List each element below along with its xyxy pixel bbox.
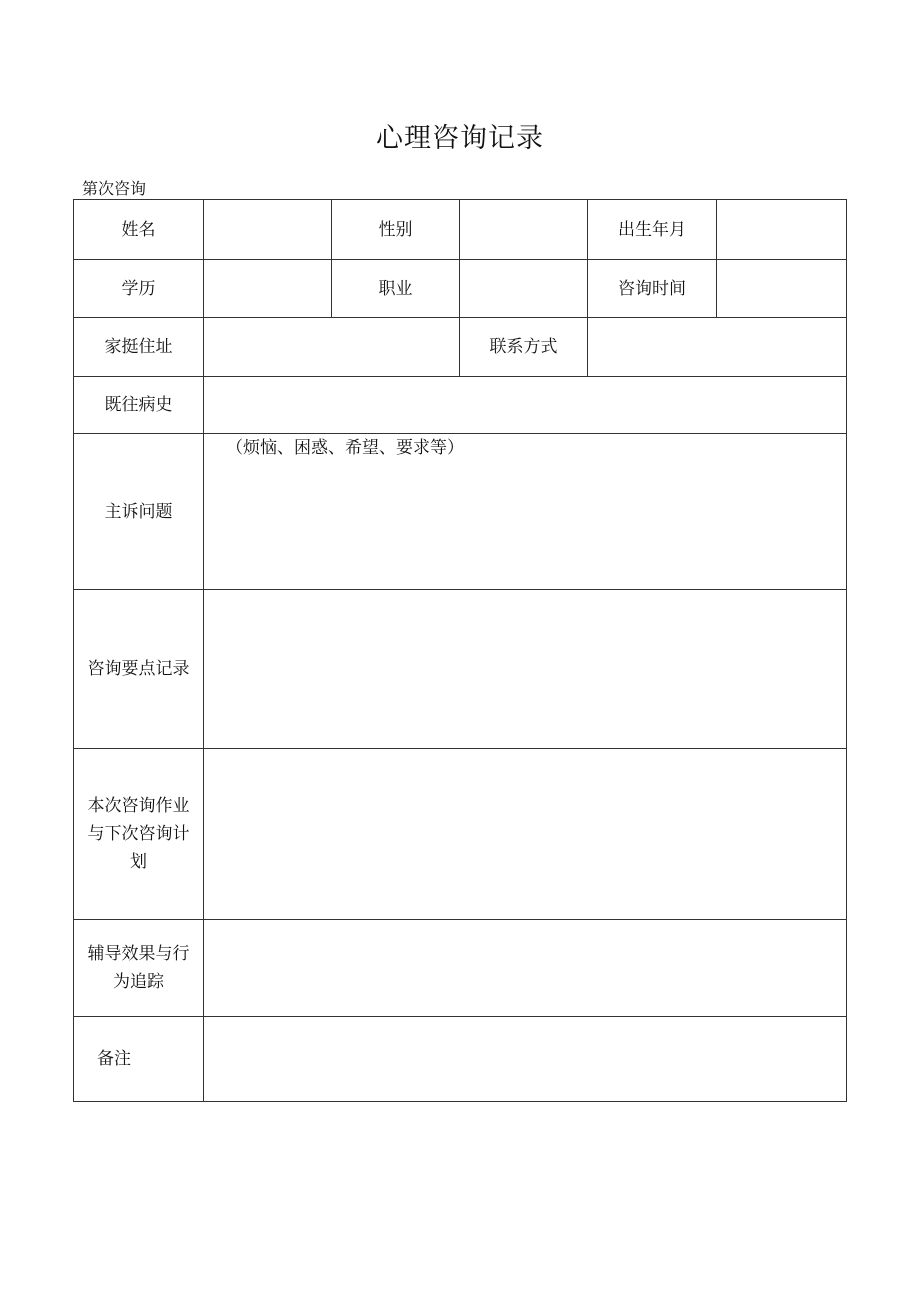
table-row xyxy=(74,377,847,434)
occupation-label: 职业 xyxy=(332,260,460,318)
complaint-field[interactable] xyxy=(204,434,847,590)
education-field[interactable] xyxy=(204,260,332,318)
table-row xyxy=(74,749,847,920)
occupation-field[interactable] xyxy=(460,260,588,318)
consultation-record-table xyxy=(73,199,847,1102)
complaint-label: 主诉问题 xyxy=(74,434,204,590)
effect-tracking-label: 辅导效果与行为追踪 xyxy=(74,920,204,1017)
table-row xyxy=(74,920,847,1017)
complaint-hint: （烦恼、困惑、希望、要求等） xyxy=(226,438,464,458)
table-row xyxy=(74,260,847,318)
history-label: 既往病史 xyxy=(74,377,204,434)
contact-field[interactable] xyxy=(588,318,847,377)
key-points-field[interactable] xyxy=(204,590,847,749)
contact-label: 联系方式 xyxy=(460,318,588,377)
gender-label: 性别 xyxy=(332,200,460,260)
session-number-label: 第次咨询 xyxy=(82,179,147,198)
address-label: 家挺住址 xyxy=(74,318,204,377)
table-row xyxy=(74,1017,847,1102)
remarks-label: 备注 xyxy=(74,1017,204,1102)
name-field[interactable] xyxy=(204,200,332,260)
birth-label: 出生年月 xyxy=(588,200,717,260)
address-field[interactable] xyxy=(204,318,460,377)
table-row xyxy=(74,434,847,590)
remarks-field[interactable] xyxy=(204,1017,847,1102)
table-row xyxy=(74,318,847,377)
homework-plan-field[interactable] xyxy=(204,749,847,920)
table-row xyxy=(74,590,847,749)
homework-plan-label: 本次咨询作业与下次咨询计划 xyxy=(74,749,204,920)
key-points-label: 咨询要点记录 xyxy=(74,590,204,749)
name-label: 姓名 xyxy=(74,200,204,260)
page-title: 心理咨询记录 xyxy=(376,123,544,154)
consult-time-field[interactable] xyxy=(717,260,847,318)
effect-tracking-field[interactable] xyxy=(204,920,847,1017)
gender-field[interactable] xyxy=(460,200,588,260)
history-field[interactable] xyxy=(204,377,847,434)
consult-time-label: 咨询时间 xyxy=(588,260,717,318)
education-label: 学历 xyxy=(74,260,204,318)
birth-field[interactable] xyxy=(717,200,847,260)
table-row xyxy=(74,200,847,260)
